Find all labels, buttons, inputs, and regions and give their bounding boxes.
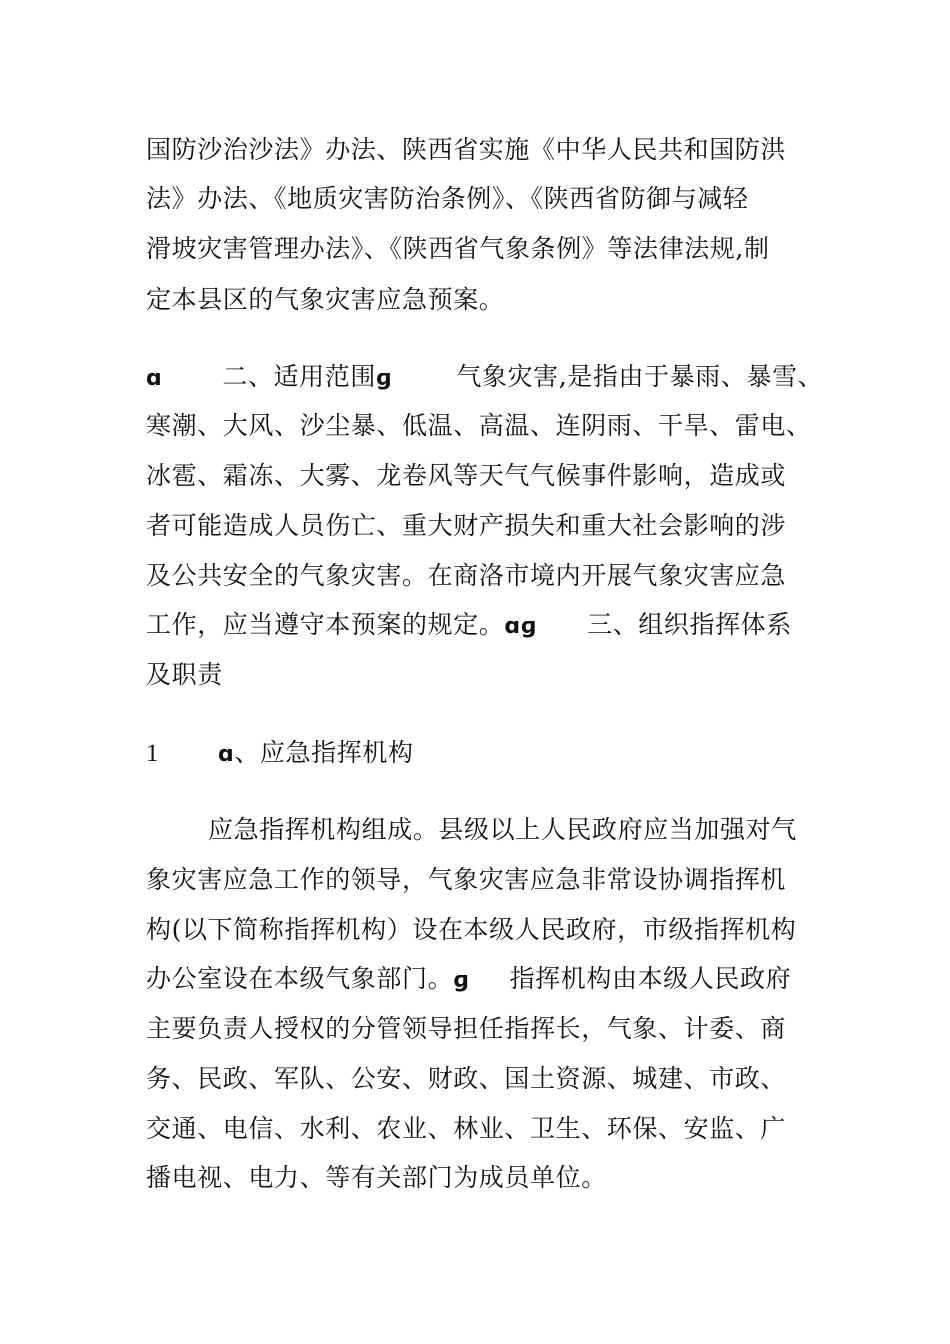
text-run: 办公室设在本级气象部门。	[146, 964, 454, 993]
text-line	[146, 609, 792, 641]
section-heading-line	[146, 361, 823, 393]
section-number: 1	[146, 740, 160, 767]
text-run: 应急指挥机构组成。县级以上人民政府应当加强对气	[208, 815, 797, 844]
text-line: 定本县区的气象灾害应急预案。	[146, 285, 505, 314]
text-line: 冰雹、霜冻、大雾、龙卷风等天气气候事件影响，造成或	[146, 461, 787, 490]
text-line: 主要负责人授权的分管领导担任指挥长，气象、计委、商	[146, 1014, 787, 1043]
text-run: 工作，应当遵守本预案的规定。	[146, 610, 505, 639]
text-run: 气象灾害,是指由于暴雨、暴雪、	[456, 362, 824, 391]
text-line: 滑坡灾害管理办法》、《陕西省气象条例》等法律法规,制	[146, 234, 770, 263]
text-line: 象灾害应急工作的领导，气象灾害应急非常设协调指挥机	[146, 865, 787, 894]
glyph-mark: ɑɡ	[504, 614, 538, 639]
subsection-heading-line	[146, 737, 414, 769]
glyph-mark: ɑ	[218, 742, 235, 767]
subsection-heading: 、应急指挥机构	[234, 738, 414, 767]
text-line: 交通、电信、水利、农业、林业、卫生、环保、安监、广	[146, 1114, 787, 1143]
text-line: 及公共安全的气象灾害。在商洛市境内开展气象灾害应急	[146, 561, 787, 590]
text-line	[146, 963, 791, 995]
glyph-mark: ɡ	[375, 366, 393, 391]
text-line: 务、民政、军队、公安、财政、国土资源、城建、市政、	[146, 1064, 787, 1093]
text-line: 播电视、电力、等有关部门为成员单位。	[146, 1163, 607, 1192]
text-line: 构(以下简称指挥机构）设在本级人民政府，市级指挥机构	[146, 915, 797, 944]
text-line: 者可能造成人员伤亡、重大财产损失和重大社会影响的涉	[146, 511, 787, 540]
text-line: 法》办法、《地质灾害防治条例》、《陕西省防御与减轻	[146, 184, 749, 213]
text-line: 寒潮、大风、沙尘暴、低温、高温、连阴雨、干旱、雷电、	[146, 411, 812, 440]
text-line: 及职责	[146, 660, 223, 689]
section-heading: 三、组织指挥体系	[587, 610, 792, 639]
text-run: 指挥机构由本级人民政府	[509, 964, 792, 993]
glyph-mark: ɑ	[146, 366, 163, 391]
text-line	[146, 814, 797, 846]
glyph-mark: ɡ	[453, 968, 470, 993]
text-line: 国防沙治沙法》办法、陕西省实施《中华人民共和国防洪	[146, 135, 787, 164]
section-heading: 二、适用范围	[222, 362, 376, 391]
